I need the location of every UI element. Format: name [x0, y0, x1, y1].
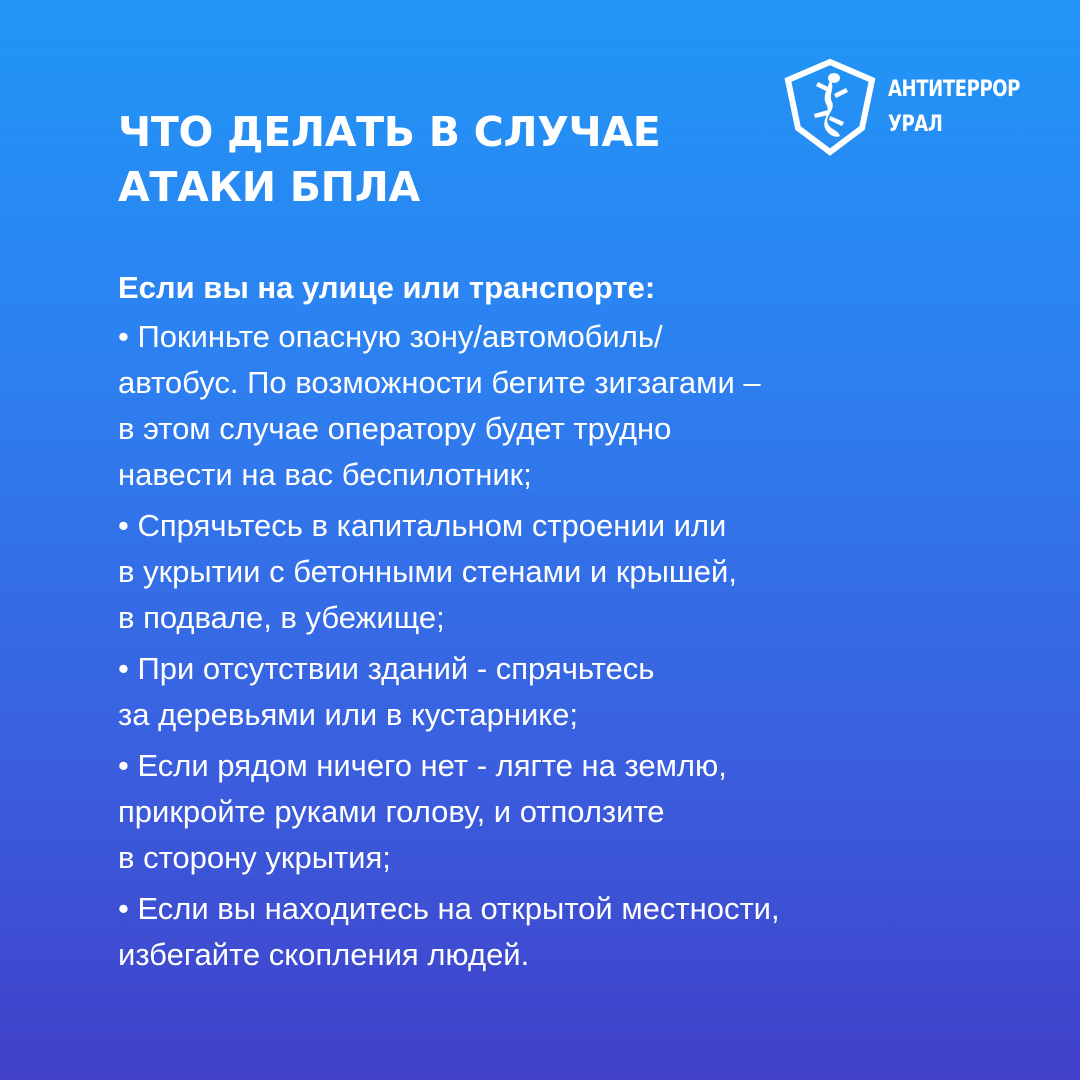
bullet-line: в подвале, в убежище; [118, 600, 445, 635]
bullet-line: • Если рядом ничего нет - лягте на землю, [118, 748, 727, 783]
instructions [118, 268, 998, 983]
bullet-line: в этом случае оператору будет трудно [118, 411, 672, 446]
bullet-line: избегайте скопления людей. [118, 937, 530, 972]
antiterror-ural-logo [784, 58, 1049, 156]
bullet-item [118, 886, 998, 978]
bullet-line: • Спрячьтесь в капитальном строении или [118, 508, 727, 543]
page-title [118, 105, 758, 215]
bullet-item [118, 314, 998, 498]
bullet-item [118, 503, 998, 641]
section-subheading: Если вы на улице или транспорте: [118, 270, 656, 305]
bullet-item [118, 646, 998, 738]
logo-text-line1: АНТИТЕРРОР [888, 77, 1020, 102]
bullet-line: автобус. По возможности бегите зигзагами – [118, 365, 761, 400]
bullet-line: • Покиньте опасную зону/автомобиль/ [118, 319, 663, 354]
bullet-line: в укрытии с бетонными стенами и крышей, [118, 554, 737, 589]
logo-text-line2: УРАЛ [888, 112, 943, 137]
bullet-line: за деревьями или в кустарнике; [118, 697, 579, 732]
lizard-shield-icon [784, 58, 876, 156]
bullet-line: в сторону укрытия; [118, 840, 391, 875]
bullet-item [118, 743, 998, 881]
bullet-line: навести на вас беспилотник; [118, 457, 532, 492]
page-title-line: ЧТО ДЕЛАТЬ В СЛУЧАЕ [118, 108, 661, 156]
bullet-line: • При отсутствии зданий - спрячьтесь [118, 651, 655, 686]
bullet-line: • Если вы находитесь на открытой местности, [118, 891, 780, 926]
page-title-line: АТАКИ БПЛА [118, 163, 420, 211]
logo-text [888, 72, 1020, 142]
bullet-line: прикройте руками голову, и отползите [118, 794, 665, 829]
